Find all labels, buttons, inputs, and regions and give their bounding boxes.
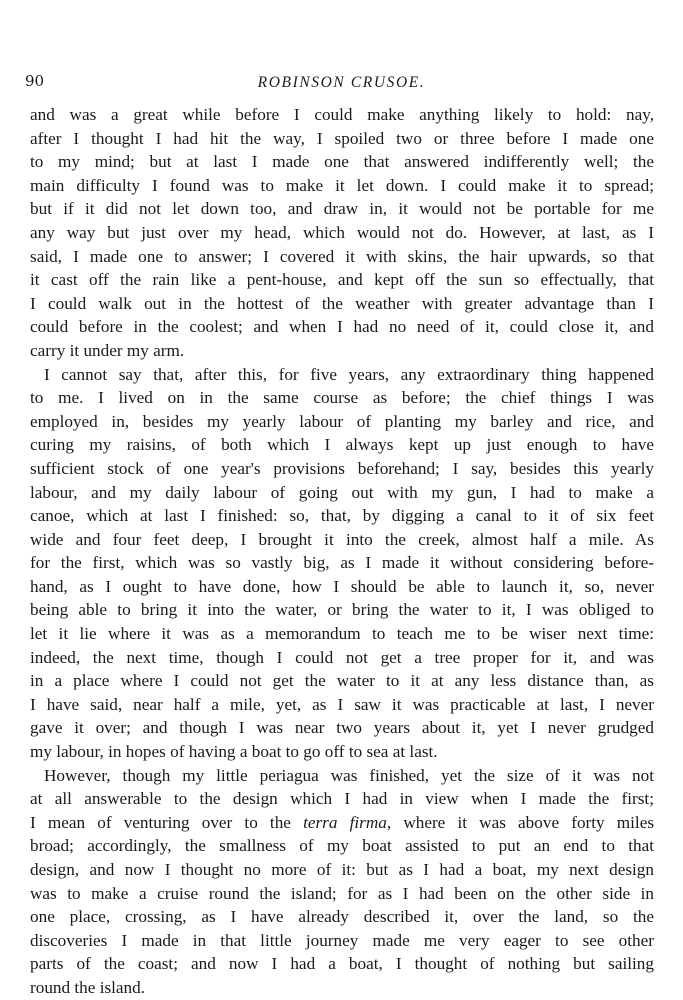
text-line: employed in, besides my yearly labour of planting my barley and rice, and xyxy=(30,411,654,431)
paragraph xyxy=(30,764,654,1000)
paragraph xyxy=(30,103,654,363)
text-line: to me. I lived on in the same course as before; the chief things I was xyxy=(30,388,654,408)
text-line: was to make a cruise round the island; for as I had been on the other side in xyxy=(30,883,654,903)
italic-phrase: terra firma xyxy=(303,812,387,832)
text-line: However, though my little periagua was finished, yet the size of it was not xyxy=(44,765,654,785)
text-line: main difficulty I found was to make it let down. I could make it to spread; xyxy=(30,175,654,195)
text-line: and was a great while before I could make anything likely to hold: nay, xyxy=(30,105,654,124)
text-line: at all answerable to the design which I had in view when I made the first; xyxy=(30,789,654,809)
text-line: broad; accordingly, the smallness of my boat assisted to put an end to that xyxy=(30,836,654,856)
text-line: my labour, in hopes of having a boat to go off to sea at last. xyxy=(30,742,438,762)
text-line: wide and four feet deep, I brought it into the creek, almost half a mile. As xyxy=(30,529,654,549)
text-line: I could walk out in the hottest of the weather with greater advantage than I xyxy=(30,293,654,313)
text-line xyxy=(30,811,654,835)
text-line: said, I made one to answer; I covered it with skins, the hair upwards, so that xyxy=(30,246,654,266)
text-line: curing my raisins, of both which I always kept up just enough to have xyxy=(30,435,654,455)
text-line: round the island. xyxy=(30,977,146,997)
text-line: canoe, which at last I finished: so, that, by digging a canal to it of six feet xyxy=(30,506,654,526)
text-line: gave it over; and though I was near two years about it, yet I never grudged xyxy=(30,718,654,738)
text-line: any way but just over my head, which would not do. However, at last, as I xyxy=(30,222,654,242)
text-run: , where it was above forty miles xyxy=(386,812,655,832)
text-line: one place, crossing, as I have already described it, over the land, so the xyxy=(30,907,654,927)
text-line: being able to bring it into the water, or bring the water to it, I was obliged to xyxy=(30,600,654,620)
text-line: parts of the coast; and now I had a boat, I thought of nothing but sailing xyxy=(30,954,654,974)
text-line: for the first, which was so vastly big, as I made it without considering before- xyxy=(30,553,654,573)
text-line: design, and now I thought no more of it: but as I had a boat, my next design xyxy=(30,860,654,879)
text-line: in a place where I could not get the water to it at any less distance than, as xyxy=(30,671,654,691)
paragraph xyxy=(30,363,654,764)
text-line: I cannot say that, after this, for five years, any extraordinary thing happened xyxy=(44,364,654,384)
text-line: discoveries I made in that little journey made me very eager to see other xyxy=(30,930,654,950)
text-line: hand, as I ought to have done, how I should be able to launch it, so, never xyxy=(30,576,654,596)
text-line: carry it under my arm. xyxy=(30,340,185,360)
text-line: but if it did not let down too, and draw in, it would not be portable for me xyxy=(30,199,654,219)
text-line: let it lie where it was as a memorandum to teach me to be wiser next time: xyxy=(30,624,654,644)
page-number: 90 xyxy=(25,72,45,90)
text-line: labour, and my daily labour of going out with my gun, I had to make a xyxy=(30,482,654,502)
text-line: could before in the coolest; and when I had no need of it, could close it, and xyxy=(30,317,654,337)
text-line: I have said, near half a mile, yet, as I saw it was practicable at last, I never xyxy=(30,694,654,714)
text-run: I mean of venturing over to the xyxy=(30,812,291,832)
running-title: ROBINSON CRUSOE. xyxy=(257,74,426,91)
text-line: sufficient stock of one year's provisions beforehand; I say, besides this yearly xyxy=(30,458,654,478)
text-line: it cast off the rain like a pent-house, and kept off the sun so effectually, that xyxy=(30,270,654,290)
text-line: after I thought I had hit the way, I spoiled two or three before I made one xyxy=(30,128,654,148)
body-text xyxy=(30,103,654,1000)
text-line: indeed, the next time, though I could not get a tree proper for it, and was xyxy=(30,647,654,667)
text-line: to my mind; but at last I made one that answered indifferently well; the xyxy=(30,152,654,172)
